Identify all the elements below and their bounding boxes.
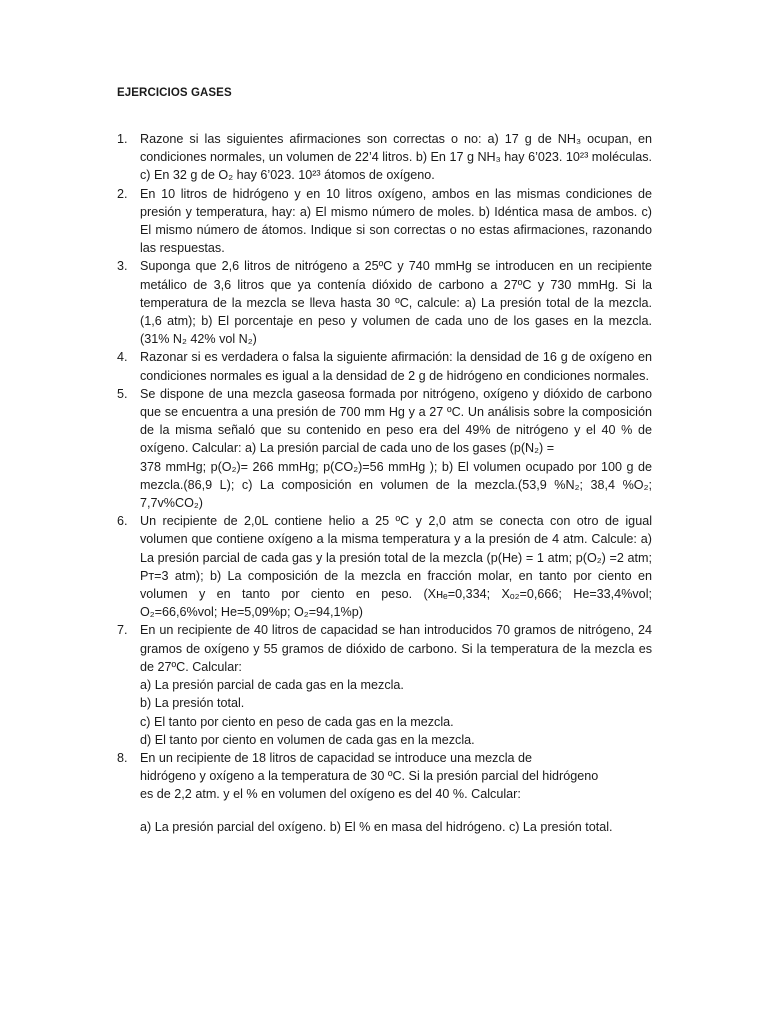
exercise-line: hidrógeno y oxígeno a la temperatura de 30 ºC. Si la presión parcial del hidrógeno	[140, 769, 599, 784]
exercise-1	[117, 130, 652, 185]
exercise-line: En un recipiente de 18 litros de capacidad se introduce una mezcla de	[140, 750, 533, 765]
exercise-number: 2.	[117, 186, 128, 201]
exercise-text: En 10 litros de hidrógeno y en 10 litros oxígeno, ambos en las mismas condiciones de presión y temperatura, hay: a) El mismo número de moles. b) Idéntica masa de ambos. c) El mismo número de átomos. Indique si son correctas o no estas afirmaciones, razonando las respuestas.	[140, 186, 652, 256]
exercise-2	[117, 185, 652, 258]
exercise-text: Suponga que 2,6 litros de nitrógeno a 25ºC y 740 mmHg se introducen en un recipiente metálico de 3,6 litros que ya contenía dióxido de carbono a 27ºC y 730 mmHg. Si la temperatura de la mezcla se lleva hasta 30 ºC, calcule: a) La presión total de la mezcla. (1,6 atm); b) El porcentaje en peso y volumen de cada uno de los gases en la mezcla. (31% N₂ 42% vol N₂)	[140, 259, 652, 347]
sub-question-b: b) La presión total.	[140, 696, 245, 711]
sub-question-d: d) El tanto por ciento en volumen de cada gas en la mezcla.	[140, 732, 475, 747]
exercise-text: Razone si las siguientes afirmaciones son correctas o no: a) 17 g de NH₃ ocupan, en condiciones normales, un volumen de 22’4 litros. b) En 17 g NH₃ hay 6’023. 10²³ moléculas. c) En 32 g de O₂ hay 6’023. 10²³ átomos de oxígeno.	[140, 132, 652, 183]
sub-question-a: a) La presión parcial de cada gas en la mezcla.	[140, 678, 404, 693]
exercise-number: 5.	[117, 386, 128, 401]
exercise-4	[117, 348, 652, 384]
exercise-text: Razonar si es verdadera o falsa la siguiente afirmación: la densidad de 16 g de oxígeno en condiciones normales es igual a la densidad de 2 g de hidrógeno en condiciones normales.	[140, 350, 652, 383]
exercise-number: 1.	[117, 132, 128, 146]
sub-question-c: c) El tanto por ciento en peso de cada gas en la mezcla.	[140, 714, 454, 729]
exercise-number: 6.	[117, 514, 128, 529]
exercise-3	[117, 257, 652, 348]
exercise-number: 7.	[117, 623, 128, 638]
exercise-text: Se dispone de una mezcla gaseosa formada por nitrógeno, oxígeno y dióxido de carbono que se encuentra a una presión de 700 mm Hg y a 27 ºC. Un análisis sobre la composición de la misma señaló que su contenido en peso era del 49% de nitrógeno y el 40 % de oxígeno. Calcular: a) La presión parcial de cada uno de los gases (p(N₂) =	[140, 386, 652, 456]
spacer	[140, 804, 652, 818]
exercise-number: 4.	[117, 350, 128, 365]
document-title: EJERCICIOS GASES	[117, 87, 232, 99]
exercise-line: es de 2,2 atm. y el % en volumen del oxígeno es del 40 %. Calcular:	[140, 787, 521, 802]
exercise-questions: a) La presión parcial del oxígeno. b) El % en masa del hidrógeno. c) La presión total.	[140, 819, 613, 834]
exercise-text: En un recipiente de 40 litros de capacidad se han introducidos 70 gramos de nitrógeno, 24 gramos de oxígeno y 55 gramos de dióxido de carbono. Si la temperatura de la mezcla es de 27ºC. Calcular:	[140, 623, 652, 674]
exercise-text-continued: 378 mmHg; p(O₂)= 266 mmHg; p(CO₂)=56 mmHg ); b) El volumen ocupado por 100 g de mezcla.(86,9 L); c) La composición en volumen de la mezcla.(53,9 %N₂; 38,4 %O₂; 7,7v%CO₂)	[140, 459, 652, 511]
exercise-6	[117, 512, 652, 621]
exercise-7	[117, 621, 652, 748]
exercise-number: 3.	[117, 259, 128, 274]
exercise-list	[117, 130, 652, 836]
exercise-text: Un recipiente de 2,0L contiene helio a 25 ºC y 2,0 atm se conecta con otro de igual volumen que contiene oxígeno a la misma temperatura y a la presión de 4 atm. Calcule: a) La presión parcial de cada gas y la presión total de la mezcla (p(He) = 1 atm; p(O₂) =2 atm; Pᴛ=3 atm); b) La composición de la mezcla en fracción molar, en tanto por ciento en volumen y en tanto por ciento en peso. (Xʜₑ=0,334; Xₒ₂=0,666; He=33,4%vol; O₂=66,6%vol; He=5,09%p; O₂=94,1%p)	[140, 514, 652, 620]
exercise-number: 8.	[117, 750, 128, 765]
exercise-8	[117, 749, 652, 836]
exercise-5	[117, 385, 652, 512]
